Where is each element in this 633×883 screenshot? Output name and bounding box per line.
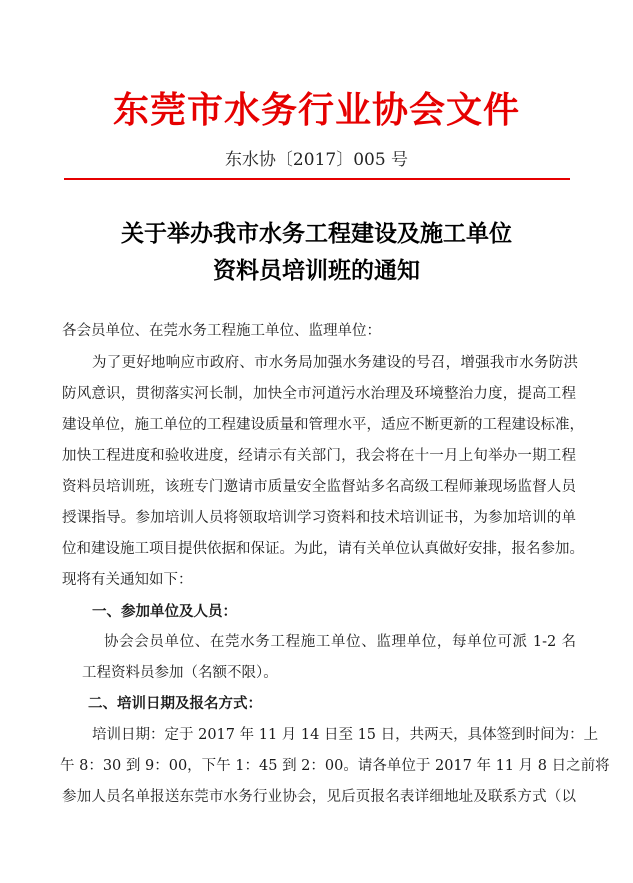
section-heading-1: 一、参加单位及人员： bbox=[92, 604, 237, 620]
salutation: 各会员单位、在莞水务工程施工单位、监理单位： bbox=[62, 323, 381, 339]
section-2-line: 培训日期：定于 2017 年 11 月 14 日至 15 日，共两天，具体签到时间为：上 bbox=[92, 727, 599, 743]
paragraph-line: 授课指导。参加培训人员将领取培训学习资料和技术培训证书，为参加培训的单 bbox=[62, 510, 576, 526]
org-file-title: 东莞市水务行业协会文件 bbox=[112, 90, 520, 131]
paragraph-line: 为了更好地响应市政府、市水务局加强水务建设的号召，增强我市水务防洪 bbox=[92, 355, 578, 371]
notice-title-line-2: 资料员培训班的通知 bbox=[213, 257, 420, 284]
section-2-line: 参加人员名单报送东莞市水务行业协会，见后页报名表详细地址及联系方式（以 bbox=[62, 789, 576, 805]
document-number: 东水协〔2017〕005 号 bbox=[224, 150, 409, 170]
section-1-line: 工程资料员参加（名额不限）。 bbox=[82, 665, 278, 681]
paragraph-line: 现将有关通知如下： bbox=[62, 572, 193, 588]
section-2-line: 午 8：30 到 9：00，下午 1：45 到 2：00。请各单位于 2017 年 11 月 8 日之前将 bbox=[60, 758, 610, 774]
paragraph-line: 资料员培训班，该班专门邀请市质量安全监督站多名高级工程师兼现场监督人员 bbox=[62, 479, 576, 495]
paragraph-line: 防风意识，贯彻落实河长制，加快全市河道污水治理及环境整治力度，提高工程 bbox=[62, 386, 576, 402]
paragraph-line: 位和建设施工项目提供依据和保证。为此，请有关单位认真做好安排，报名参加。 bbox=[62, 541, 584, 557]
notice-title bbox=[0, 215, 633, 289]
notice-title-line-1: 关于举办我市水务工程建设及施工单位 bbox=[121, 220, 512, 247]
section-1-line: 协会会员单位、在莞水务工程施工单位、监理单位，每单位可派 1-2 名 bbox=[104, 634, 576, 650]
paragraph-line: 建设单位，施工单位的工程建设质量和管理水平，适应不断更新的工程建设标准， bbox=[62, 417, 584, 433]
section-heading-2: 二、培训日期及报名方式： bbox=[88, 696, 262, 712]
red-header-rule bbox=[64, 178, 570, 180]
paragraph-line: 加快工程进度和验收进度，经请示有关部门，我会将在十一月上旬举办一期工程 bbox=[62, 448, 576, 464]
